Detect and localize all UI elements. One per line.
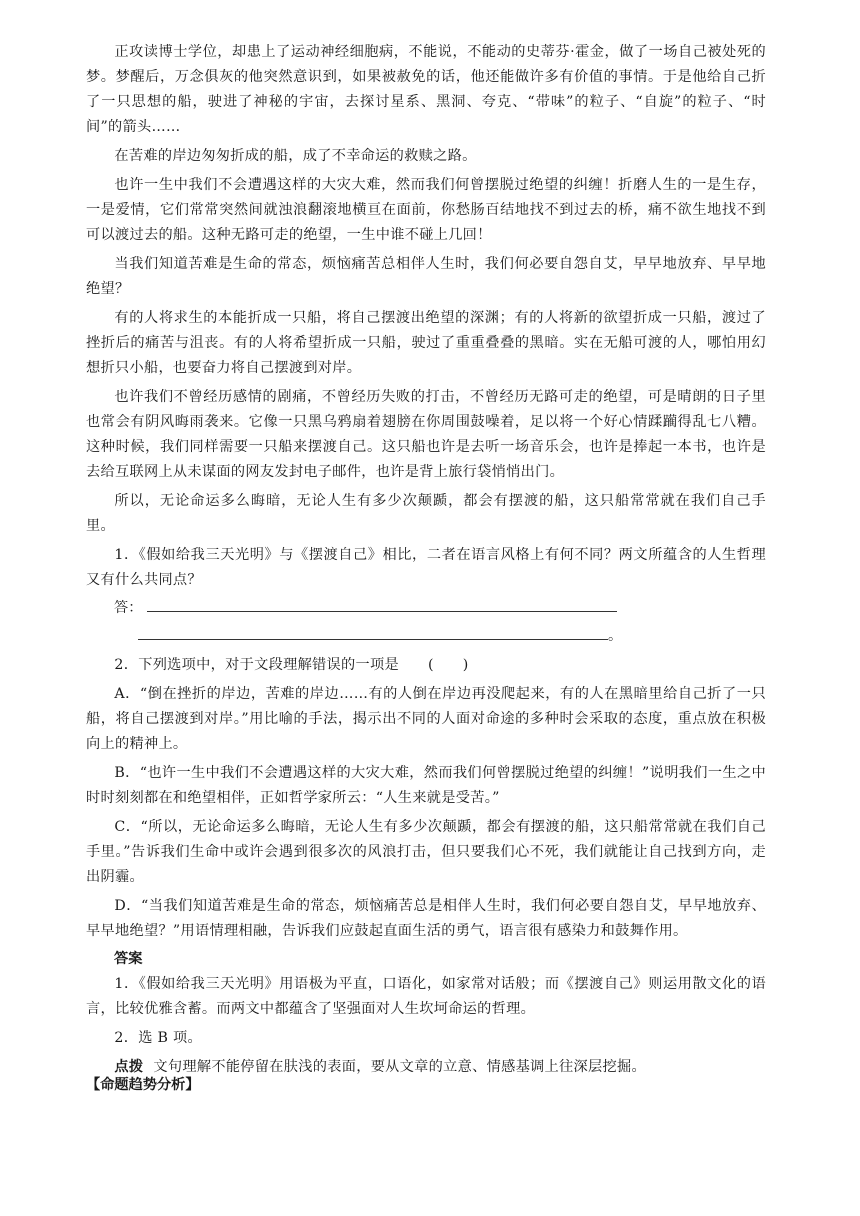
section-title: 【命题趋势分析】 (86, 1077, 200, 1093)
passage-paragraph-2: 在苦难的岸边匆匆折成的船，成了不幸命运的救赎之路。 (114, 148, 477, 164)
answer-line-1 (86, 597, 766, 619)
option-c: C．“所以，无论命运多么晦暗，无论人生有多少次颠踬，都会有摆渡的船，这只船常常就在我们自己手里。”告诉我们生命中或许会遇到很多次的风浪打击，但只要我们心不死，我们就能让自己找到方向，走出阴霾。 (86, 819, 766, 885)
option-a: A．“倒在挫折的岸边，苦难的岸边……有的人倒在岸边再没爬起来，有的人在黑暗里给自己折了一只船，将自己摆渡到对岸。”用比喻的手法，揭示出不同的人面对命途的多种时会采取的态度，重点放在积极向上的精神上。 (86, 686, 766, 752)
option-d: D．“当我们知道苦难是生命的常态，烦恼痛苦总是相伴人生时，我们何必要自怨自艾，早早地放弃、早早地绝望？”用语情理相融，告诉我们应鼓起直面生活的勇气，语言很有感染力和鼓舞作用。 (86, 898, 766, 939)
option-b: B．“也许一生中我们不会遭遇这样的大灾大难，然而我们何曾摆脱过绝望的纠缠！”说明我们一生之中时时刻刻都在和绝望相伴，正如哲学家所云：“人生来就是受苦。” (86, 765, 766, 806)
passage-paragraph-1: 正攻读博士学位，却患上了运动神经细胞病，不能说，不能动的史蒂芬·霍金，做了一场自己被处死的梦。梦醒后，万念俱灰的他突然意识到，如果被赦免的话，他还能做许多有价值的事情。于是他给自己折了一只思想的船，驶进了神秘的宇宙，去探讨星系、黑洞、夸克、“带味”的粒子、“自旋”的粒子、“时间”的箭头…… (86, 44, 766, 135)
document-page (86, 40, 766, 1084)
passage-paragraph-6: 也许我们不曾经历感情的剧痛，不曾经历失败的打击，不曾经历无路可走的绝望，可是晴朗的日子里也常会有阴风晦雨袭来。它像一只黑乌鸦扇着翅膀在你周围鼓噪着，足以将一个好心情蹂躏得乱七八糟。这种时候，我们同样需要一只船来摆渡自己。这只船也许是去听一场音乐会，也许是捧起一本书，也许是去给互联网上从未谋面的网友发封电子邮件，也许是背上旅行袋悄悄出门。 (86, 389, 766, 480)
passage-paragraph-4: 当我们知道苦难是生命的常态，烦恼痛苦总相伴人生时，我们何必要自怨自艾，早早地放弃、早早地绝望？ (86, 256, 766, 297)
answer-blank-2[interactable] (138, 627, 608, 640)
answer-line-2 (86, 625, 766, 647)
answer-2: 2．选 B 项。 (114, 1030, 203, 1046)
question-2: 2．下列选项中，对于文段理解错误的一项是 ( ) (114, 657, 469, 673)
answer-1: 1．《假如给我三天光明》用语极为平直，口语化，如家常对话般；而《摆渡自己》则运用散文化的语言，比较优雅含蓄。而两文中都蕴含了坚强面对人生坎坷命运的哲理。 (86, 976, 766, 1017)
passage-paragraph-7: 所以，无论命运多么晦暗，无论人生有多少次颠踬，都会有摆渡的船，这只船常常就在我们自己手里。 (86, 493, 766, 534)
answers-heading: 答案 (114, 951, 143, 967)
dianbo-text: 文句理解不能停留在肤浅的表面，要从文章的立意、情感基调上往深层挖掘。 (153, 1059, 646, 1075)
passage-paragraph-5: 有的人将求生的本能折成一只船，将自己摆渡出绝望的深渊；有的人将新的欲望折成一只船，渡过了挫折后的痛苦与沮丧。有的人将希望折成一只船，驶过了重重叠叠的黑暗。实在无船可渡的人，哪怕用幻想折只小船，也要奋力将自己摆渡到对岸。 (86, 310, 766, 376)
dianbo-label: 点拨 (114, 1059, 144, 1075)
answer-blank-1[interactable] (147, 599, 617, 612)
passage-paragraph-3: 也许一生中我们不会遭遇这样的大灾大难，然而我们何曾摆脱过绝望的纠缠！折磨人生的一是生存，一是爱情，它们常常突然间就浊浪翻滚地横亘在面前，你愁肠百结地找不到过去的桥，痛不欲生地找不到可以渡过去的船。这种无路可走的绝望，一生中谁不碰上几回！ (86, 177, 766, 243)
question-1: 1．《假如给我三天光明》与《摆渡自己》相比，二者在语言风格上有何不同？两文所蕴含的人生哲理又有什么共同点？ (86, 547, 766, 588)
answer-prefix: 答： (114, 600, 143, 616)
answer-end-mark: 。 (608, 628, 623, 644)
